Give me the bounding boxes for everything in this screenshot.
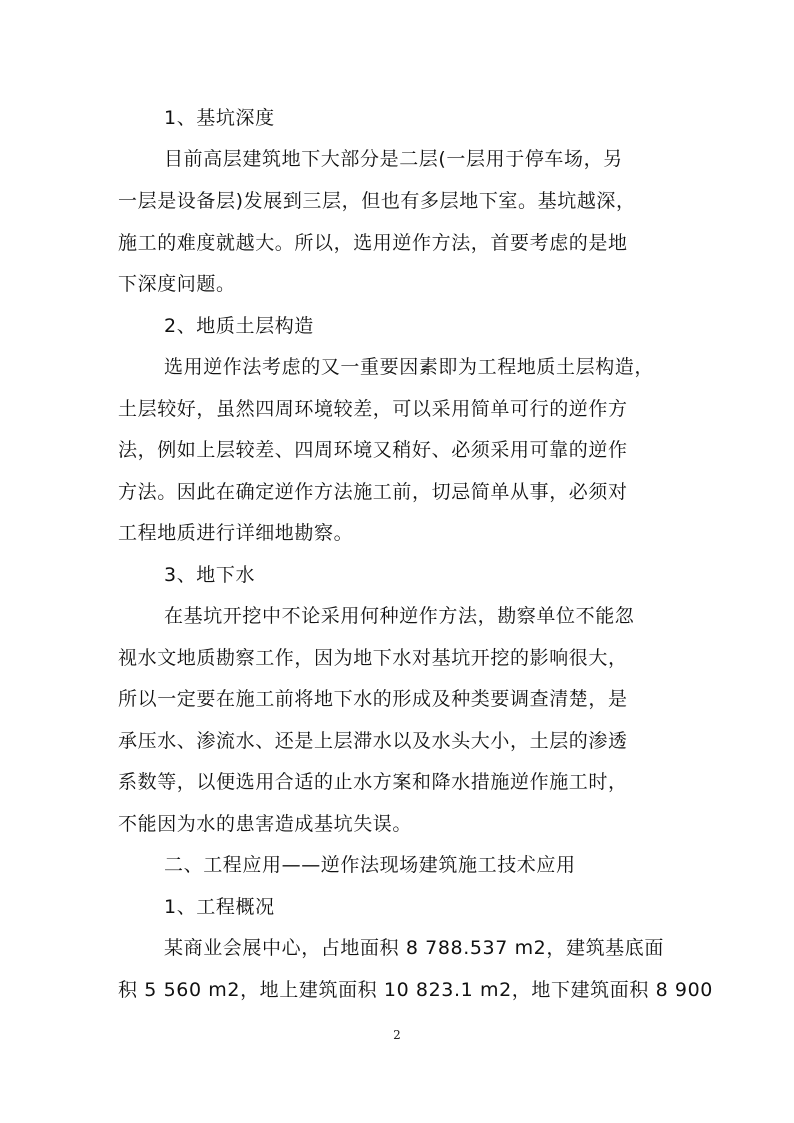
heading-pit-depth: 1、基坑深度 xyxy=(164,107,275,129)
paragraph-line: 下深度问题。 xyxy=(118,273,236,295)
paragraph-line: 法，例如上层较差、四周环境又稍好、必须采用可靠的逆作 xyxy=(118,439,628,461)
page-number: 2 xyxy=(393,1028,401,1042)
paragraph-line: 视水文地质勘察工作，因为地下水对基坑开挖的影响很大， xyxy=(118,647,628,669)
heading-geology: 2、地质土层构造 xyxy=(164,315,314,337)
paragraph-line: 工程地质进行详细地勘察。 xyxy=(118,522,354,544)
paragraph-line: 一层是设备层)发展到三层，但也有多层地下室。基坑越深， xyxy=(118,190,636,212)
paragraph-line: 目前高层建筑地下大部分是二层(一层用于停车场，另 xyxy=(164,148,623,170)
paragraph-line: 方法。因此在确定逆作方法施工前，切忌简单从事，必须对 xyxy=(118,481,628,503)
paragraph-line: 某商业会展中心，占地面积 8 788.537 m2，建筑基底面 xyxy=(164,937,664,959)
paragraph-line: 在基坑开挖中不论采用何种逆作方法，勘察单位不能忽 xyxy=(164,605,635,627)
paragraph-line: 所以一定要在施工前将地下水的形成及种类要调查清楚，是 xyxy=(118,688,628,710)
heading-project-overview: 1、工程概况 xyxy=(164,896,275,918)
paragraph-line: 承压水、渗流水、还是上层滞水以及水头大小，土层的渗透 xyxy=(118,730,628,752)
section-heading-engineering-application: 二、工程应用——逆作法现场建筑施工技术应用 xyxy=(164,854,576,876)
paragraph-line: 施工的难度就越大。所以，选用逆作方法，首要考虑的是地 xyxy=(118,232,628,254)
paragraph-line: 土层较好，虽然四周环境较差，可以采用简单可行的逆作方 xyxy=(118,398,628,420)
heading-groundwater: 3、地下水 xyxy=(164,564,256,586)
paragraph-line: 积 5 560 m2，地上建筑面积 10 823.1 m2，地下建筑面积 8 900 xyxy=(118,979,713,1001)
paragraph-line: 系数等，以便选用合适的止水方案和降水措施逆作施工时， xyxy=(118,771,628,793)
paragraph-line: 不能因为水的患害造成基坑失误。 xyxy=(118,813,413,835)
paragraph-line: 选用逆作法考虑的又一重要因素即为工程地质土层构造， xyxy=(164,356,655,378)
